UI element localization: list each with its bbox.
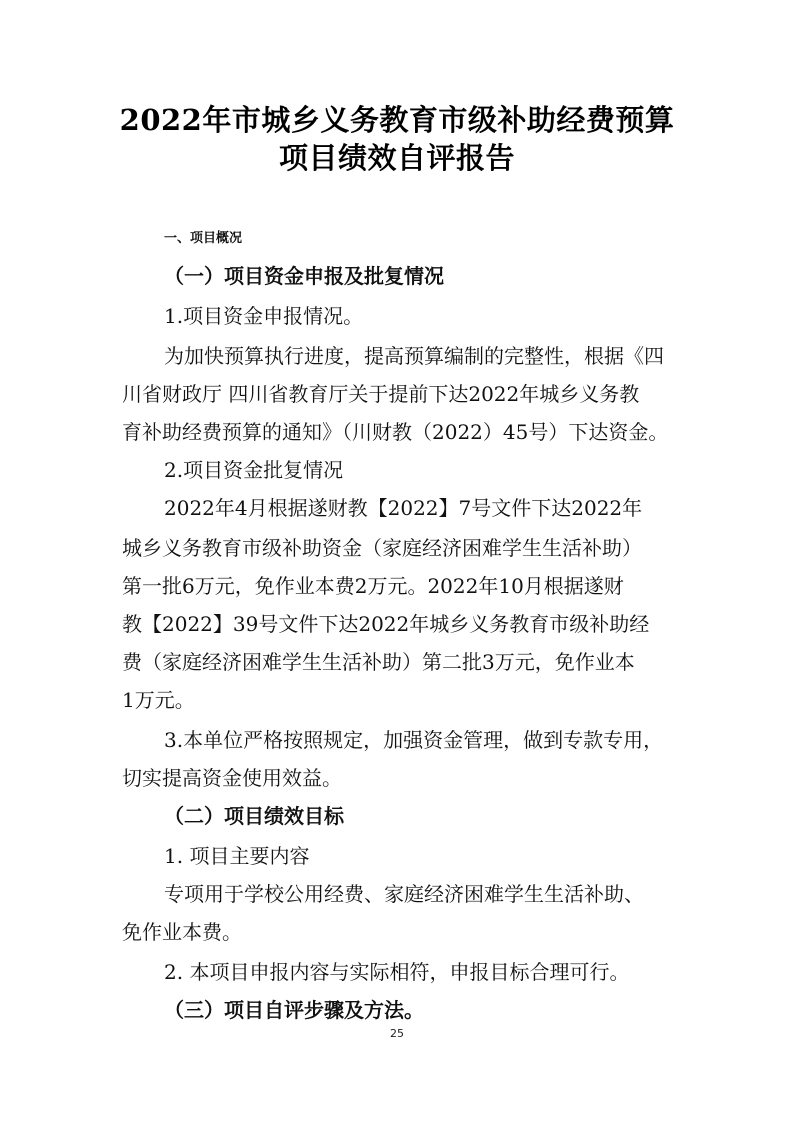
document-title-line-2: 项目绩效自评报告 xyxy=(278,141,515,175)
paragraph-line: 第一批6万元，免作业本费2万元。2022年10月根据遂财 xyxy=(122,574,624,598)
paragraph-line: 免作业本费。 xyxy=(122,920,242,944)
subsection-heading-self-evaluation: （三）项目自评步骤及方法。 xyxy=(164,998,424,1022)
paragraph-line: 切实提高资金使用效益。 xyxy=(122,766,342,790)
paragraph-line: 川省财政厅 四川省教育厅关于提前下达2022年城乡义务教 xyxy=(122,382,640,406)
paragraph-line: 城乡义务教育市级补助资金（家庭经济困难学生生活补助） xyxy=(122,536,642,560)
paragraph-line: 专项用于学校公用经费、家庭经济困难学生生活补助、 xyxy=(164,882,644,906)
paragraph-line: 为加快预算执行进度，提高预算编制的完整性，根据《四 xyxy=(164,344,664,368)
paragraph-line: 育补助经费预算的通知》（川财教（2022）45号）下达资金。 xyxy=(122,420,669,444)
paragraph-line: 2.项目资金批复情况 xyxy=(164,458,344,482)
paragraph-line: 1万元。 xyxy=(122,688,195,712)
paragraph-line: 1.项目资金申报情况。 xyxy=(164,304,364,328)
document-title-line-1: 2022年市城乡义务教育市级补助经费预算 xyxy=(119,103,675,137)
subsection-heading-performance-goals: （二）项目绩效目标 xyxy=(164,804,344,828)
paragraph-line: 1. 项目主要内容 xyxy=(164,844,310,868)
section-heading-project-overview: 一、项目概况 xyxy=(164,231,243,246)
paragraph-line: 3.本单位严格按照规定，加强资金管理，做到专款专用， xyxy=(164,728,664,752)
paragraph-line: 2022年4月根据遂财教【2022】7号文件下达2022年 xyxy=(164,496,643,520)
subsection-heading-funding: （一）项目资金申报及批复情况 xyxy=(164,264,444,288)
paragraph-line: 教【2022】39号文件下达2022年城乡义务教育市级补助经 xyxy=(122,612,650,636)
paragraph-line: 费（家庭经济困难学生生活补助）第二批3万元，免作业本 xyxy=(122,650,635,674)
paragraph-line: 2. 本项目申报内容与实际相符，申报目标合理可行。 xyxy=(164,960,630,984)
page-number: 25 xyxy=(390,1027,404,1040)
